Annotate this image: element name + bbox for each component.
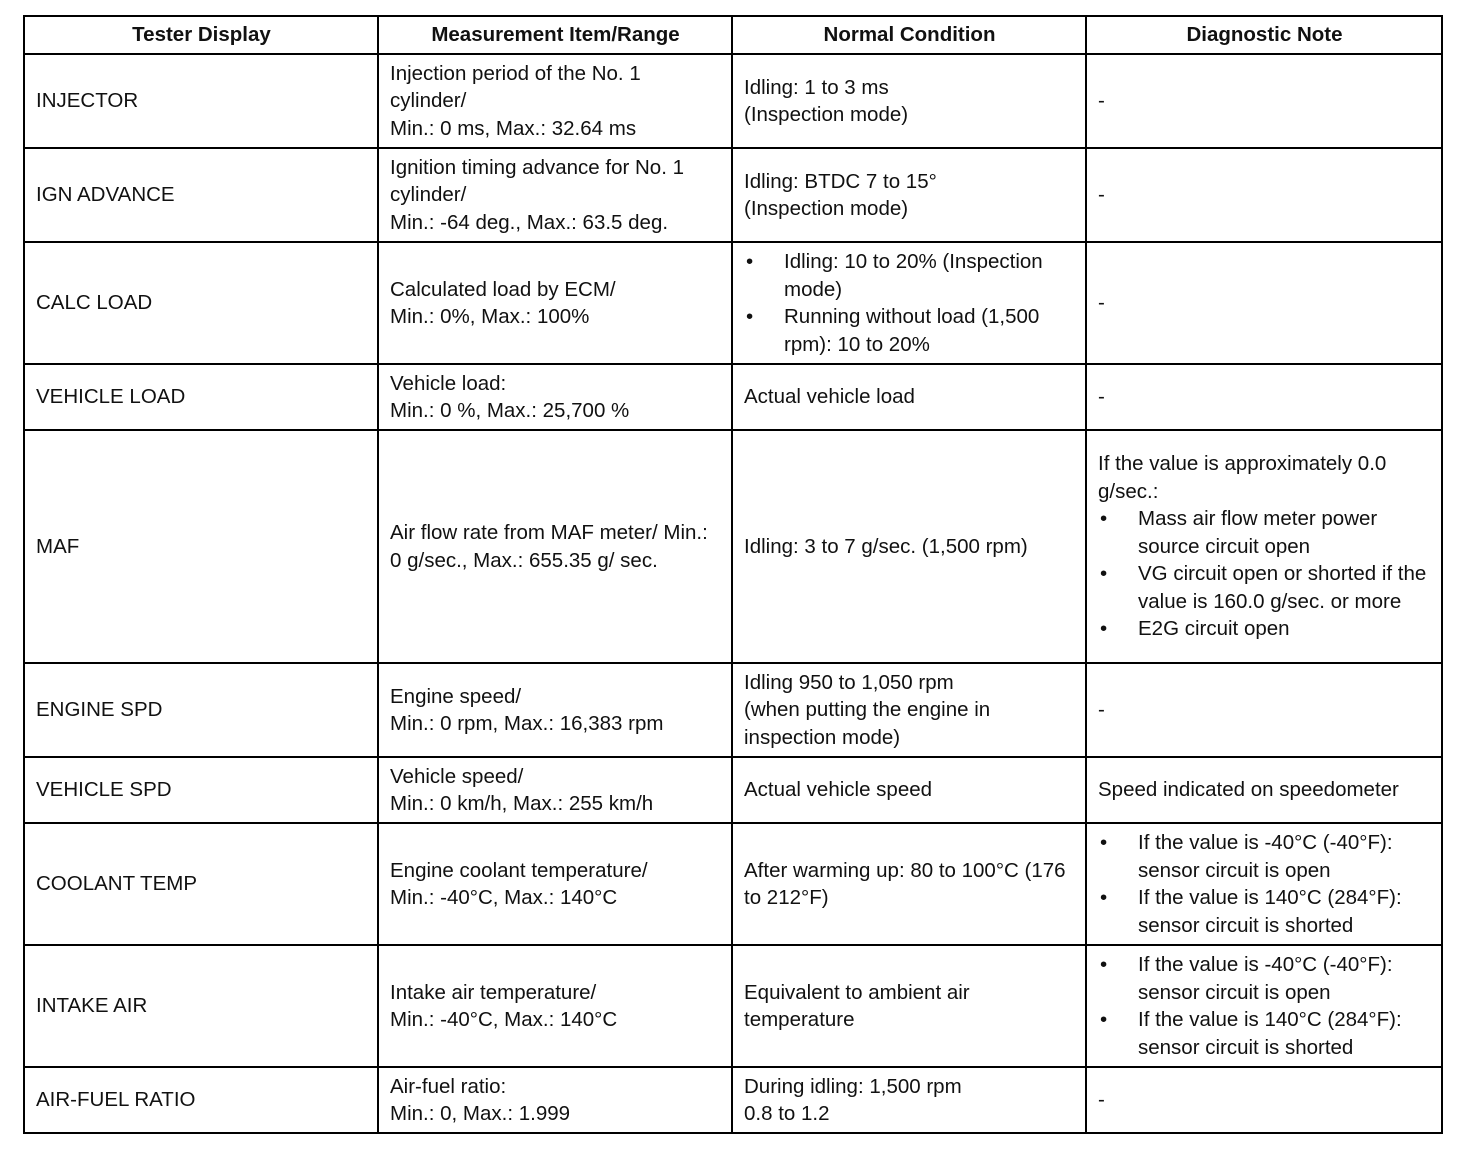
cell-tester-display: CALC LOAD bbox=[24, 242, 378, 364]
cell-text-line: - bbox=[1098, 183, 1105, 207]
cell-text-line: After warming up: 80 to 100°C (176 to 212°F) bbox=[744, 858, 1066, 909]
bullet-item: • If the value is 140°C (284°F): sensor circuit is shorted bbox=[1098, 884, 1431, 939]
table-row bbox=[24, 54, 1442, 148]
cell-text-line: Min.: 0, Max.: 1.999 bbox=[390, 1102, 571, 1125]
cell-measurement-range bbox=[378, 242, 732, 364]
cell-text-line: Idling: 1 to 3 ms bbox=[744, 75, 889, 99]
cell-text-line: - bbox=[1098, 1088, 1105, 1112]
cell-text-line: Min.: -40°C, Max.: 140°C bbox=[390, 886, 618, 909]
cell-normal-condition bbox=[732, 148, 1086, 242]
cell-measurement-range bbox=[378, 148, 732, 242]
cell-text-line: Air flow rate from MAF meter/ Min.: 0 g/sec., Max.: 655.35 g/ sec. bbox=[390, 521, 708, 572]
bullet-list bbox=[1098, 505, 1431, 643]
bullet-item: • If the value is 140°C (284°F): sensor circuit is shorted bbox=[1098, 1006, 1431, 1061]
cell-tester-display: IGN ADVANCE bbox=[24, 148, 378, 242]
table-row bbox=[24, 242, 1442, 364]
cell-measurement-range bbox=[378, 364, 732, 430]
cell-normal-condition bbox=[732, 757, 1086, 823]
cell-measurement-range bbox=[378, 54, 732, 148]
cell-text-line: Min.: -40°C, Max.: 140°C bbox=[390, 1008, 618, 1031]
cell-tester-display: INJECTOR bbox=[24, 54, 378, 148]
bullet-item: • Idling: 10 to 20% (Inspection mode) bbox=[744, 248, 1075, 303]
cell-text-line: Ignition timing advance for No. 1 cylinder/ bbox=[390, 155, 684, 207]
cell-text-line: Engine speed/ bbox=[390, 684, 522, 708]
cell-normal-condition bbox=[732, 663, 1086, 757]
cell-text-line: - bbox=[1098, 89, 1105, 113]
cell-text-line: - bbox=[1098, 291, 1105, 315]
cell-text-line: Min.: 0 %, Max.: 25,700 % bbox=[390, 399, 630, 422]
cell-text-line: During idling: 1,500 rpm bbox=[744, 1074, 962, 1098]
header-row bbox=[24, 16, 1442, 54]
cell-measurement-range bbox=[378, 430, 732, 663]
cell-tester-display: VEHICLE SPD bbox=[24, 757, 378, 823]
bullet-list bbox=[1098, 951, 1431, 1061]
cell-normal-condition bbox=[732, 1067, 1086, 1133]
bullet-item: • Running without load (1,500 rpm): 10 to 20% bbox=[744, 303, 1075, 358]
cell-diagnostic-note bbox=[1086, 430, 1442, 663]
data-list-table bbox=[23, 15, 1443, 1134]
bullet-list bbox=[744, 248, 1075, 358]
cell-text-line: Idling 950 to 1,050 rpm bbox=[744, 670, 954, 694]
table-row bbox=[24, 364, 1442, 430]
bullet-item: • E2G circuit open bbox=[1098, 615, 1431, 643]
cell-text-line: Calculated load by ECM/ bbox=[390, 277, 616, 301]
cell-tester-display: ENGINE SPD bbox=[24, 663, 378, 757]
cell-diagnostic-note bbox=[1086, 823, 1442, 945]
table-row bbox=[24, 757, 1442, 823]
table-row bbox=[24, 945, 1442, 1067]
cell-measurement-range bbox=[378, 1067, 732, 1133]
cell-diagnostic-note bbox=[1086, 663, 1442, 757]
cell-text-line: Engine coolant temperature/ bbox=[390, 858, 648, 882]
cell-text-line: Min.: -64 deg., Max.: 63.5 deg. bbox=[390, 210, 669, 234]
cell-text-line: Speed indicated on speedometer bbox=[1098, 778, 1399, 802]
cell-text-line: (Inspection mode) bbox=[744, 197, 909, 220]
cell-text-line: Actual vehicle load bbox=[744, 385, 915, 409]
cell-tester-display: AIR-FUEL RATIO bbox=[24, 1067, 378, 1133]
header-measurement-item: Measurement Item/Range bbox=[378, 16, 732, 54]
bullet-item: • If the value is -40°C (-40°F): sensor circuit is open bbox=[1098, 829, 1431, 884]
cell-diagnostic-note bbox=[1086, 945, 1442, 1067]
cell-text-line: Min.: 0%, Max.: 100% bbox=[390, 305, 590, 328]
cell-text-line: Equivalent to ambient air temperature bbox=[744, 980, 970, 1031]
cell-tester-display: INTAKE AIR bbox=[24, 945, 378, 1067]
cell-text-line: Min.: 0 rpm, Max.: 16,383 rpm bbox=[390, 712, 664, 735]
cell-measurement-range bbox=[378, 945, 732, 1067]
cell-text-line: Air-fuel ratio: bbox=[390, 1074, 507, 1098]
cell-text-line: - bbox=[1098, 698, 1105, 722]
cell-normal-condition bbox=[732, 242, 1086, 364]
table-row bbox=[24, 148, 1442, 242]
table-row bbox=[24, 663, 1442, 757]
bullet-list bbox=[1098, 829, 1431, 939]
cell-tester-display: VEHICLE LOAD bbox=[24, 364, 378, 430]
bullet-item: • Mass air flow meter power source circuit open bbox=[1098, 505, 1431, 560]
header-normal-condition: Normal Condition bbox=[732, 16, 1086, 54]
cell-text-line: Intake air temperature/ bbox=[390, 980, 597, 1004]
table-row bbox=[24, 1067, 1442, 1133]
table-body bbox=[24, 54, 1442, 1133]
cell-text-line: (when putting the engine in inspection mode) bbox=[744, 698, 991, 749]
cell-diagnostic-note bbox=[1086, 148, 1442, 242]
cell-diagnostic-note bbox=[1086, 1067, 1442, 1133]
cell-text-line: Idling: BTDC 7 to 15° bbox=[744, 169, 937, 193]
cell-measurement-range bbox=[378, 663, 732, 757]
cell-text-line: Injection period of the No. 1 cylinder/ bbox=[390, 61, 641, 113]
header-diagnostic-note: Diagnostic Note bbox=[1086, 16, 1442, 54]
cell-text-line: Actual vehicle speed bbox=[744, 778, 933, 802]
cell-normal-condition bbox=[732, 823, 1086, 945]
cell-text-line: - bbox=[1098, 385, 1105, 409]
cell-diagnostic-note bbox=[1086, 364, 1442, 430]
cell-text-line: Idling: 3 to 7 g/sec. (1,500 rpm) bbox=[744, 534, 1028, 558]
table-row bbox=[24, 823, 1442, 945]
cell-text-line: Min.: 0 km/h, Max.: 255 km/h bbox=[390, 792, 654, 815]
cell-normal-condition bbox=[732, 364, 1086, 430]
bullet-item: • VG circuit open or shorted if the value is 160.0 g/sec. or more bbox=[1098, 560, 1431, 615]
cell-text-line: If the value is approximately 0.0 g/sec.: bbox=[1098, 452, 1387, 503]
cell-tester-display: MAF bbox=[24, 430, 378, 663]
header-tester-display: Tester Display bbox=[24, 16, 378, 54]
cell-measurement-range bbox=[378, 823, 732, 945]
cell-normal-condition bbox=[732, 945, 1086, 1067]
table-row bbox=[24, 430, 1442, 663]
cell-normal-condition bbox=[732, 54, 1086, 148]
cell-normal-condition bbox=[732, 430, 1086, 663]
cell-measurement-range bbox=[378, 757, 732, 823]
cell-diagnostic-note bbox=[1086, 242, 1442, 364]
cell-text-line: Min.: 0 ms, Max.: 32.64 ms bbox=[390, 116, 637, 140]
cell-text-line: Vehicle speed/ bbox=[390, 764, 524, 788]
bullet-item: • If the value is -40°C (-40°F): sensor circuit is open bbox=[1098, 951, 1431, 1006]
cell-text-line: 0.8 to 1.2 bbox=[744, 1102, 830, 1125]
cell-text-line: (Inspection mode) bbox=[744, 103, 909, 126]
cell-text-line: Vehicle load: bbox=[390, 371, 507, 395]
cell-diagnostic-note bbox=[1086, 757, 1442, 823]
cell-diagnostic-note bbox=[1086, 54, 1442, 148]
cell-tester-display: COOLANT TEMP bbox=[24, 823, 378, 945]
